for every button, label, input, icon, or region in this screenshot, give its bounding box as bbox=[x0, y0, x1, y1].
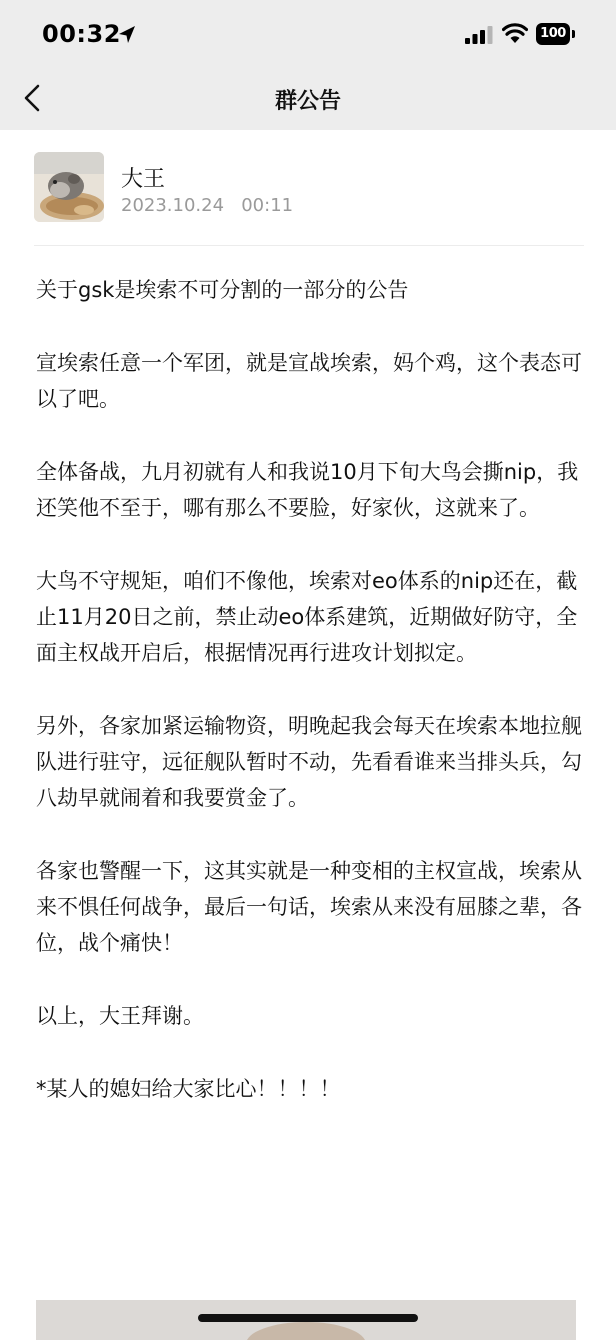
author-row bbox=[34, 152, 584, 226]
battery-icon bbox=[536, 23, 576, 45]
announcement-paragraph: 宣埃索任意一个军团，就是宣战埃索，妈个鸡，这个表态可以了吧。 bbox=[36, 351, 582, 411]
announcement-title: 关于gsk是埃索不可分割的一部分的公告 bbox=[36, 278, 409, 302]
post-timestamp: 2023.10.24 00:11 bbox=[121, 195, 294, 216]
battery-tip bbox=[572, 30, 575, 38]
wifi-icon bbox=[502, 22, 528, 44]
nav-bar bbox=[0, 68, 616, 130]
status-time: 00:32 bbox=[42, 20, 121, 48]
announcement-paragraph: 大鸟不守规矩，咱们不像他，埃索对eo体系的nip还在，截止11月20日之前，禁止动eo体系建筑，近期做好防守，全面主权战开启后，根据情况再行进攻计划拟定。 bbox=[36, 569, 578, 665]
announcement-paragraph: 全体备战，九月初就有人和我说10月下旬大鸟会撕nip，我还笑他不至于，哪有那么不要脸，好家伙，这就来了。 bbox=[36, 460, 579, 520]
hamster-photo-icon bbox=[34, 152, 104, 222]
announcement-paragraph: 另外，各家加紧运输物资，明晚起我会每天在埃索本地拉舰队进行驻守，远征舰队暂时不动，先看看谁来当排头兵，勾八劫早就闹着和我要赏金了。 bbox=[36, 714, 582, 810]
page-title: 群公告 bbox=[274, 89, 341, 114]
author-name: 大王 bbox=[121, 167, 166, 192]
location-arrow-icon bbox=[116, 24, 138, 46]
divider bbox=[34, 245, 584, 246]
cellular-signal-icon bbox=[465, 26, 493, 44]
battery-level: 100 bbox=[536, 23, 570, 45]
announcement-content bbox=[36, 272, 584, 1144]
status-bar bbox=[0, 0, 616, 68]
announcement-paragraph: 各家也警醒一下，这其实就是一种变相的主权宣战，埃索从来不惧任何战争，最后一句话，埃索从来没有屈膝之辈，各位，战个痛快！ bbox=[36, 859, 582, 955]
home-indicator[interactable] bbox=[198, 1314, 418, 1322]
announcement-footnote: *某人的媳妇给大家比心！！！！ bbox=[36, 1077, 341, 1101]
announcement-signoff: 以上，大王拜谢。 bbox=[36, 1004, 204, 1028]
avatar[interactable] bbox=[34, 152, 104, 222]
